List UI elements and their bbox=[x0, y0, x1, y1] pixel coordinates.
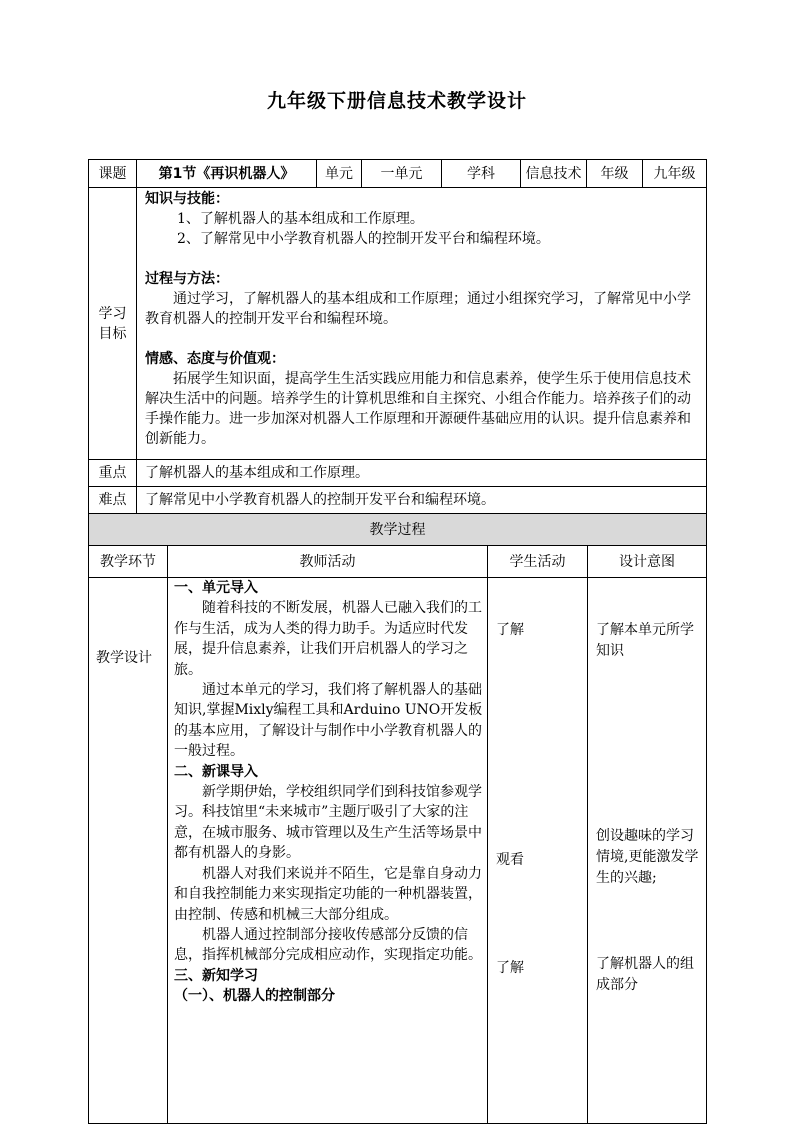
process-heading: 过程与方法： bbox=[145, 271, 229, 287]
knowledge-item: 1、了解机器人的基本组成和工作原理。 bbox=[177, 211, 424, 227]
unit-value: 一单元 bbox=[362, 160, 442, 188]
intent-note: 了解本单元所学知识 bbox=[596, 622, 694, 659]
section-heading: 三、新知学习 bbox=[174, 967, 258, 984]
student-note: 观看 bbox=[496, 852, 524, 868]
knowledge-heading: 知识与技能： bbox=[145, 191, 229, 207]
emotion-heading: 情感、态度与价值观： bbox=[145, 351, 285, 367]
lesson-label: 课题 bbox=[89, 160, 137, 188]
col-stage: 教学环节 bbox=[89, 546, 168, 578]
subject-label: 学科 bbox=[442, 160, 521, 188]
section-heading: 一、单元导入 bbox=[174, 580, 258, 596]
process-text: 通过学习，了解机器人的基本组成和工作原理；通过小组探究学习，了解常见中小学教育机器人的控制开发平台和编程环境。 bbox=[145, 291, 691, 327]
lesson-info-table bbox=[88, 159, 707, 514]
paragraph: 随着科技的不断发展，机器人已融入我们的工作与生活，成为人类的得力助手。为适应时代发展，提升信息素养，让我们开启机器人的学习之旅。 bbox=[174, 600, 482, 678]
key-point-text: 了解机器人的基本组成和工作原理。 bbox=[137, 460, 707, 487]
key-point-row bbox=[89, 460, 707, 487]
subject-value: 信息技术 bbox=[521, 160, 587, 188]
key-point-label: 重点 bbox=[89, 460, 137, 487]
objectives-content bbox=[137, 188, 707, 460]
col-teacher: 教师活动 bbox=[168, 546, 488, 578]
student-note: 了解 bbox=[496, 622, 524, 638]
unit-label: 单元 bbox=[317, 160, 362, 188]
student-note: 了解 bbox=[496, 960, 524, 976]
grade-value: 九年级 bbox=[643, 160, 707, 188]
difficult-point-row bbox=[89, 487, 707, 514]
student-activity bbox=[488, 578, 588, 1124]
subsection-heading: （一）、机器人的控制部分 bbox=[174, 988, 335, 1005]
objectives-row bbox=[89, 188, 707, 460]
paragraph: 通过本单元的学习，我们将了解机器人的基础知识,掌握Mixly编程工具和Arduino UNO开发板的基本应用，了解设计与制作中小学教育机器人的一般过程。 bbox=[174, 682, 483, 760]
objectives-label: 学习 目标 bbox=[89, 188, 137, 460]
column-headers bbox=[89, 546, 707, 578]
difficult-point-text: 了解常见中小学教育机器人的控制开发平台和编程环境。 bbox=[137, 487, 707, 514]
stage-label: 教学设计 bbox=[89, 578, 168, 1124]
page-title: 九年级下册信息技术教学设计 bbox=[266, 90, 527, 112]
section-heading: 二、新课导入 bbox=[174, 763, 258, 780]
design-row bbox=[89, 578, 707, 1124]
header-row bbox=[89, 160, 707, 188]
lesson-title: 第1节《再识机器人》 bbox=[137, 160, 317, 188]
paragraph: 新学期伊始，学校组织同学们到科技馆参观学习。科技馆里“未来城市”主题厅吸引了大家的注意，在城市服务、城市管理以及生产生活等场景中都有机器人的身影。 bbox=[174, 784, 482, 862]
paragraph: 机器人通过控制部分接收传感部分反馈的信息，指挥机械部分完成相应动作，实现指定功能。 bbox=[174, 926, 482, 964]
intent-note: 创设趣味的学习情境,更能激发学生的兴趣; bbox=[596, 828, 699, 886]
process-band: 教学过程 bbox=[89, 514, 707, 546]
emotion-text: 拓展学生知识面，提高学生生活实践应用能力和信息素养，使学生乐于使用信息技术解决生活中的问题。培养学生的计算机思维和自主探究、小组合作能力。培养孩子们的动手操作能力。进一步加深对机器人工作原理和开源硬件基础应用的认识。提升信息素养和创新能力。 bbox=[145, 371, 691, 447]
grade-label: 年级 bbox=[587, 160, 643, 188]
col-intent: 设计意图 bbox=[588, 546, 707, 578]
design-intent bbox=[588, 578, 707, 1124]
col-student: 学生活动 bbox=[488, 546, 588, 578]
paragraph: 机器人对我们来说并不陌生，它是靠自身动力和自我控制能力来实现指定功能的一种机器装置，由控制、传感和机械三大部分组成。 bbox=[174, 865, 482, 923]
difficult-point-label: 难点 bbox=[89, 487, 137, 514]
intent-note: 了解机器人的组成部分 bbox=[596, 956, 694, 993]
teacher-activity bbox=[168, 578, 488, 1124]
teaching-process-table bbox=[88, 513, 707, 1124]
knowledge-item: 2、了解常见中小学教育机器人的控制开发平台和编程环境。 bbox=[177, 231, 550, 247]
